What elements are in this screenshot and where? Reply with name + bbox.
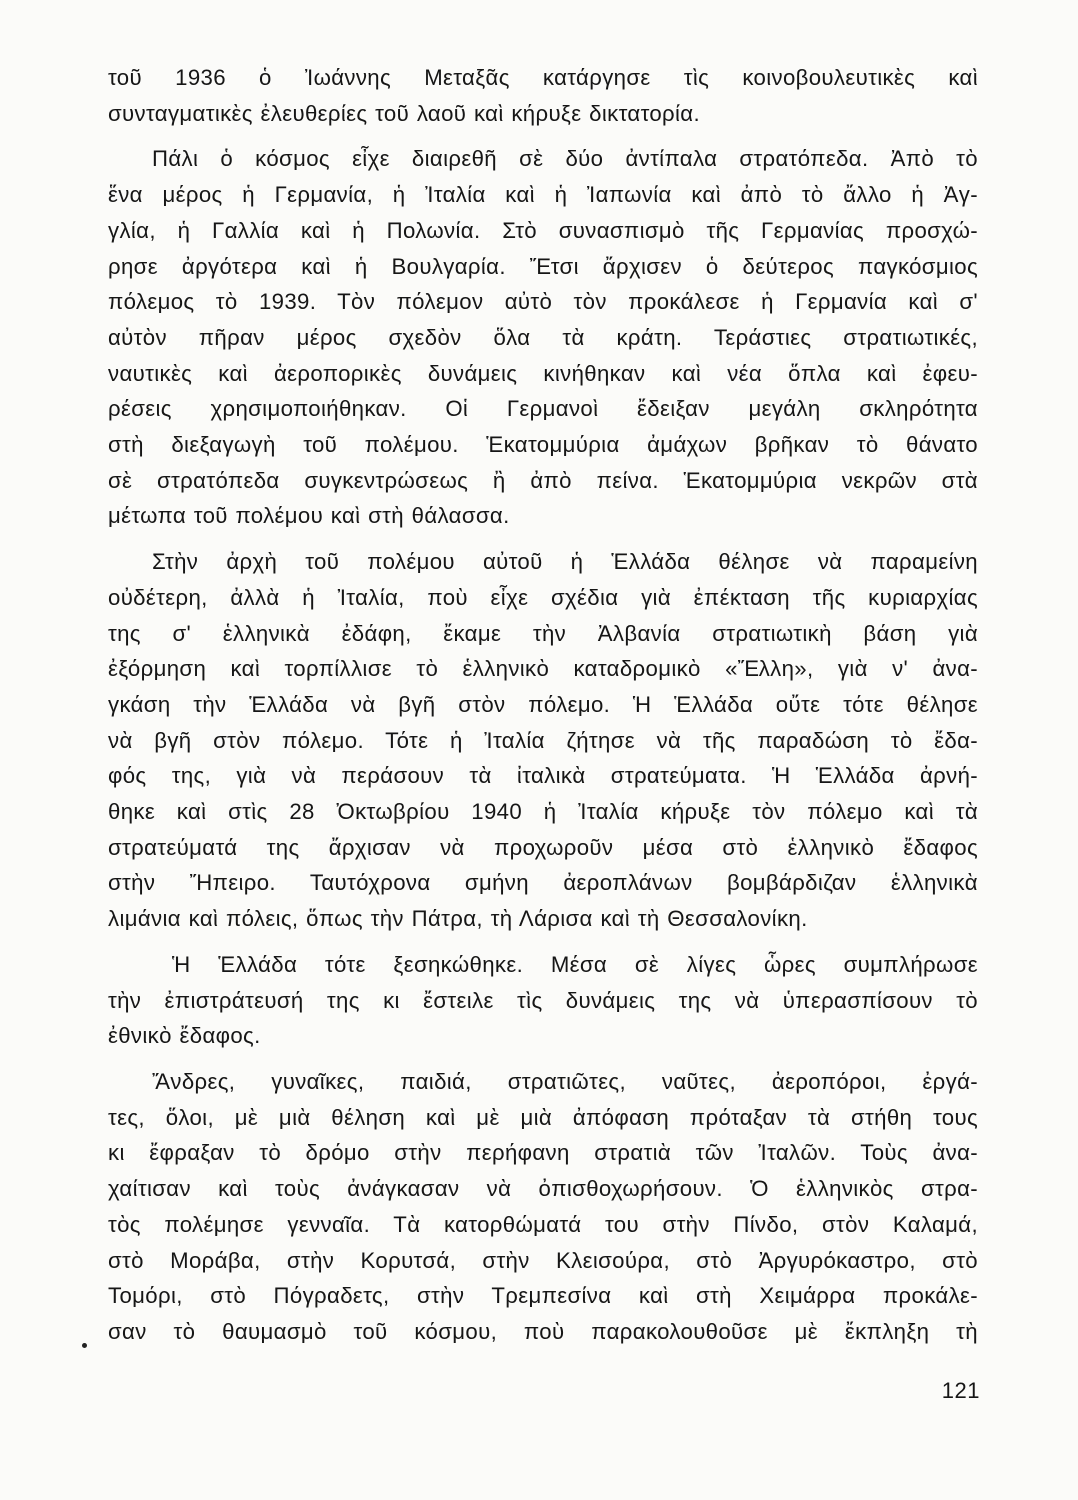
- text-line: στὴν Ἤπειρο. Ταυτόχρονα σμήνη ἀεροπλάνων βομβάρδιζαν ἑλληνικὰ: [108, 870, 978, 896]
- text-line: Στὴν ἀρχὴ τοῦ πολέμου αὐτοῦ ἡ Ἑλλάδα θέλησε νὰ παραμείνη: [152, 549, 978, 575]
- text-line: κι ἔφραξαν τὸ δρόμο στὴν περήφανη στρατιὰ τῶν Ἰταλῶν. Τοὺς ἀνα-: [108, 1140, 978, 1166]
- text-line: ἐθνικὸ ἔδαφος.: [108, 1023, 261, 1049]
- text-line: μέτωπα τοῦ πολέμου καὶ στὴ θάλασσα.: [108, 503, 510, 529]
- text-line: ἐξόρμηση καὶ τορπίλλισε τὸ ἑλληνικὸ καταδρομικὸ «Ἔλλη», γιὰ ν' ἀνα-: [108, 656, 978, 682]
- text-line: τοῦ 1936 ὁ Ἰωάννης Μεταξᾶς κατάργησε τὶς κοινοβουλευτικὲς καὶ: [108, 65, 978, 90]
- text-line: τὸς πολέμησε γενναῖα. Τὰ κατορθώματά του στὴν Πίνδο, στὸν Καλαμά,: [108, 1211, 978, 1237]
- text-line: γλία, ἡ Γαλλία καὶ ἡ Πολωνία. Στὸ συνασπισμὸ τῆς Γερμανίας προσχώ-: [108, 217, 978, 243]
- text-line: Πάλι ὁ κόσμος εἶχε διαιρεθῆ σὲ δύο ἀντίπαλα στρατόπεδα. Ἀπὸ τὸ: [152, 146, 978, 172]
- text-line: ρησε ἀργότερα καὶ ἡ Βουλγαρία. Ἔτσι ἄρχισεν ὁ δεύτερος παγκόσμιος: [108, 253, 978, 279]
- text-line: σαν τὸ θαυμασμὸ τοῦ κόσμου, ποὺ παρακολουθοῦσε μὲ ἔκπληξη τὴ: [108, 1318, 978, 1344]
- text-line: Ἡ Ἑλλάδα τότε ξεσηκώθηκε. Μέσα σὲ λίγες ὧρες συμπλήρωσε: [172, 951, 978, 977]
- text-line: στὸ Μοράβα, στὴν Κορυτσά, στὴν Κλεισούρα, στὸ Ἀργυρόκαστρο, στὸ: [108, 1247, 978, 1273]
- text-line: αὐτὸν πῆραν μέρος σχεδὸν ὅλα τὰ κράτη. Τεράστιες στρατιωτικές,: [108, 324, 978, 350]
- text-line: στρατεύματά της ἄρχισαν νὰ προχωροῦν μέσα στὸ ἑλληνικὸ ἔδαφος: [108, 834, 978, 860]
- page-number: 121: [941, 1378, 980, 1403]
- text-line: Τομόρι, στὸ Πόγραδετς, στὴν Τρεμπεσίνα καὶ στὴ Χειμάρρα προκάλε-: [108, 1283, 978, 1309]
- text-line: Ἄνδρες, γυναῖκες, παιδιά, στρατιῶτες, ναῦτες, ἀεροπόροι, ἐργά-: [152, 1068, 978, 1094]
- text-line: λιμάνια καὶ πόλεις, ὅπως τὴν Πάτρα, τὴ Λάρισα καὶ τὴ Θεσσαλονίκη.: [108, 906, 808, 932]
- paragraph-1: [108, 60, 978, 131]
- text-line: θηκε καὶ στὶς 28 Ὀκτωβρίου 1940 ἡ Ἰταλία κήρυξε τὸν πόλεμο καὶ τὰ: [108, 799, 978, 825]
- text-line: ρέσεις χρησιμοποιήθηκαν. Οἱ Γερμανοὶ ἔδειξαν μεγάλη σκληρότητα: [108, 396, 978, 422]
- text-line: ναυτικὲς καὶ ἀεροπορικὲς δυνάμεις κινήθηκαν καὶ νέα ὅπλα καὶ ἐφευ-: [108, 360, 978, 386]
- text-line: συνταγματικὲς ἐλευθερίες τοῦ λαοῦ καὶ κήρυξε δικτατορία.: [108, 100, 700, 126]
- text-line: γκάση τὴν Ἑλλάδα νὰ βγῆ στὸν πόλεμο. Ἡ Ἑλλάδα οὔτε τότε θέλησε: [108, 691, 978, 717]
- paragraph-5: [108, 1064, 978, 1350]
- paragraph-2: [108, 141, 978, 534]
- text-line: σὲ στρατόπεδα συγκεντρώσεως ἢ ἀπὸ πείνα. Ἑκατομμύρια νεκρῶν στὰ: [108, 467, 978, 493]
- text-line: φός της, γιὰ νὰ περάσουν τὰ ἰταλικὰ στρατεύματα. Ἡ Ἑλλάδα ἀρνή-: [108, 763, 978, 789]
- body-text: [108, 60, 978, 1350]
- text-line: της σ' ἑλληνικὰ ἐδάφη, ἔκαμε τὴν Ἀλβανία στρατιωτικὴ βάση γιὰ: [108, 620, 978, 646]
- margin-dot: [82, 1343, 87, 1348]
- text-line: οὐδέτερη, ἀλλὰ ἡ Ἰταλία, ποὺ εἶχε σχέδια γιὰ ἐπέκταση τῆς κυριαρχίας: [108, 584, 978, 610]
- text-line: στὴ διεξαγωγὴ τοῦ πολέμου. Ἑκατομμύρια ἀμάχων βρῆκαν τὸ θάνατο: [108, 432, 978, 458]
- paragraph-3: [108, 544, 978, 937]
- text-line: τες, ὅλοι, μὲ μιὰ θέληση καὶ μὲ μιὰ ἀπόφαση πρόταξαν τὰ στήθη τους: [108, 1104, 978, 1130]
- text-line: ἕνα μέρος ἡ Γερμανία, ἡ Ἰταλία καὶ ἡ Ἰαπωνία καὶ ἀπὸ τὸ ἄλλο ἡ Ἀγ-: [108, 182, 978, 208]
- text-line: νὰ βγῆ στὸν πόλεμο. Τότε ἡ Ἰταλία ζήτησε νὰ τῆς παραδώση τὸ ἔδα-: [108, 727, 978, 753]
- text-line: πόλεμος τὸ 1939. Τὸν πόλεμον αὐτὸ τὸν προκάλεσε ἡ Γερμανία καὶ σ': [108, 289, 978, 315]
- text-line: χαίτισαν καὶ τοὺς ἀνάγκασαν νὰ ὀπισθοχωρήσουν. Ὁ ἑλληνικὸς στρα-: [108, 1176, 978, 1202]
- paragraph-4: [108, 947, 978, 1054]
- text-line: τὴν ἐπιστράτευσή της κι ἔστειλε τὶς δυνάμεις της νὰ ὑπερασπίσουν τὸ: [108, 987, 978, 1013]
